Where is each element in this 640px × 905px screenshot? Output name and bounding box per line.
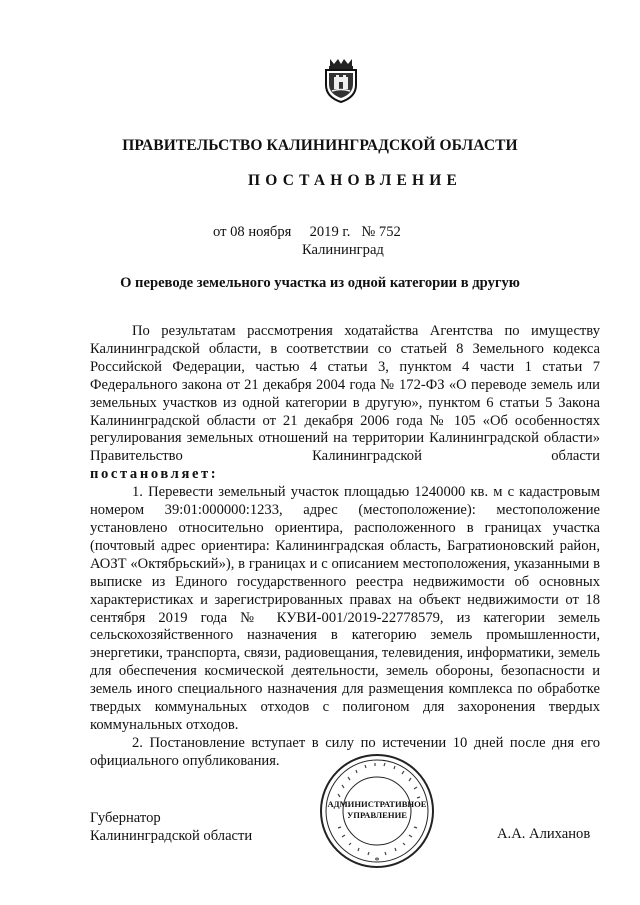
official-seal-icon <box>318 752 436 870</box>
document-date-number: от 08 ноября 2019 г. № 752 <box>213 224 401 240</box>
document-type: ПОСТАНОВЛЕНИЕ <box>248 172 463 189</box>
signatory-position-line2: Калининградской области <box>90 828 253 844</box>
coat-of-arms-icon <box>322 55 360 103</box>
signatory-position <box>90 809 252 845</box>
organization-name: ПРАВИТЕЛЬСТВО КАЛИНИНГРАДСКОЙ ОБЛАСТИ <box>122 137 518 154</box>
preamble-paragraph: По результатам рассмотрения ходатайства Агентства по имуществу Калининградской области, в соответствии со статьей 8 Земельного кодекса Российской Федерации, частью 4 статьи 3, пунктом 4 части 1 статьи 7 Федерального закона от 21 декабря 2004 года № 172-ФЗ «О переводе земель или земельных участков из одной категории в другую», пунктом 6 статьи 5 Закона Калининградской области от 21 декабря 2006 года № 105 «Об особенностях регулирования земельных отношений на территории Калининградской области» Правительство Калининградской области <box>90 323 600 465</box>
seal-star: * <box>374 856 380 867</box>
document-city: Калининград <box>302 242 384 258</box>
decree-word: постановляет: <box>90 466 219 483</box>
document-body <box>90 323 600 771</box>
seal-inner-line2: УПРАВЛЕНИЕ <box>347 810 407 820</box>
item-1-paragraph: 1. Перевести земельный участок площадью 1240000 кв. м с кадастровым номером 39:01:000000:1233, адрес (местоположение): местоположение установлено относительно ориентира, расположенного в границах участка (почтовый адрес ориентира: Калининградская область, Багратионовский район, АОЗТ «Октябрьский»), в границах и с описанием местоположения, указанными в выписке из Единого государственного реестра недвижимости об основных характеристиках и зарегистрированных правах на объект недвижимости от 18 сентября 2019 года № КУВИ-001/2019-22778579, из категории земель сельскохозяйственного назначения в категорию земель промышленности, энергетики, транспорта, связи, радиовещания, телевидения, информатики, земель для обеспечения космической деятельности, земель обороны, безопасности и земель иного специального назначения для размещения комплекса по обработке твердых коммунальных отходов с полигоном для захоронения твердых коммунальных отходов. <box>90 484 600 733</box>
document-title: О переводе земельного участка из одной категории в другую <box>120 275 520 291</box>
signatory-position-line1: Губернатор <box>90 810 161 826</box>
decree-line <box>90 466 600 484</box>
signatory-name: А.А. Алиханов <box>497 826 591 842</box>
seal-inner-line1: АДМИНИСТРАТИВНОЕ <box>327 799 427 809</box>
item-2-paragraph: 2. Постановление вступает в силу по истечении 10 дней после дня его официального опубликования. <box>90 734 600 769</box>
